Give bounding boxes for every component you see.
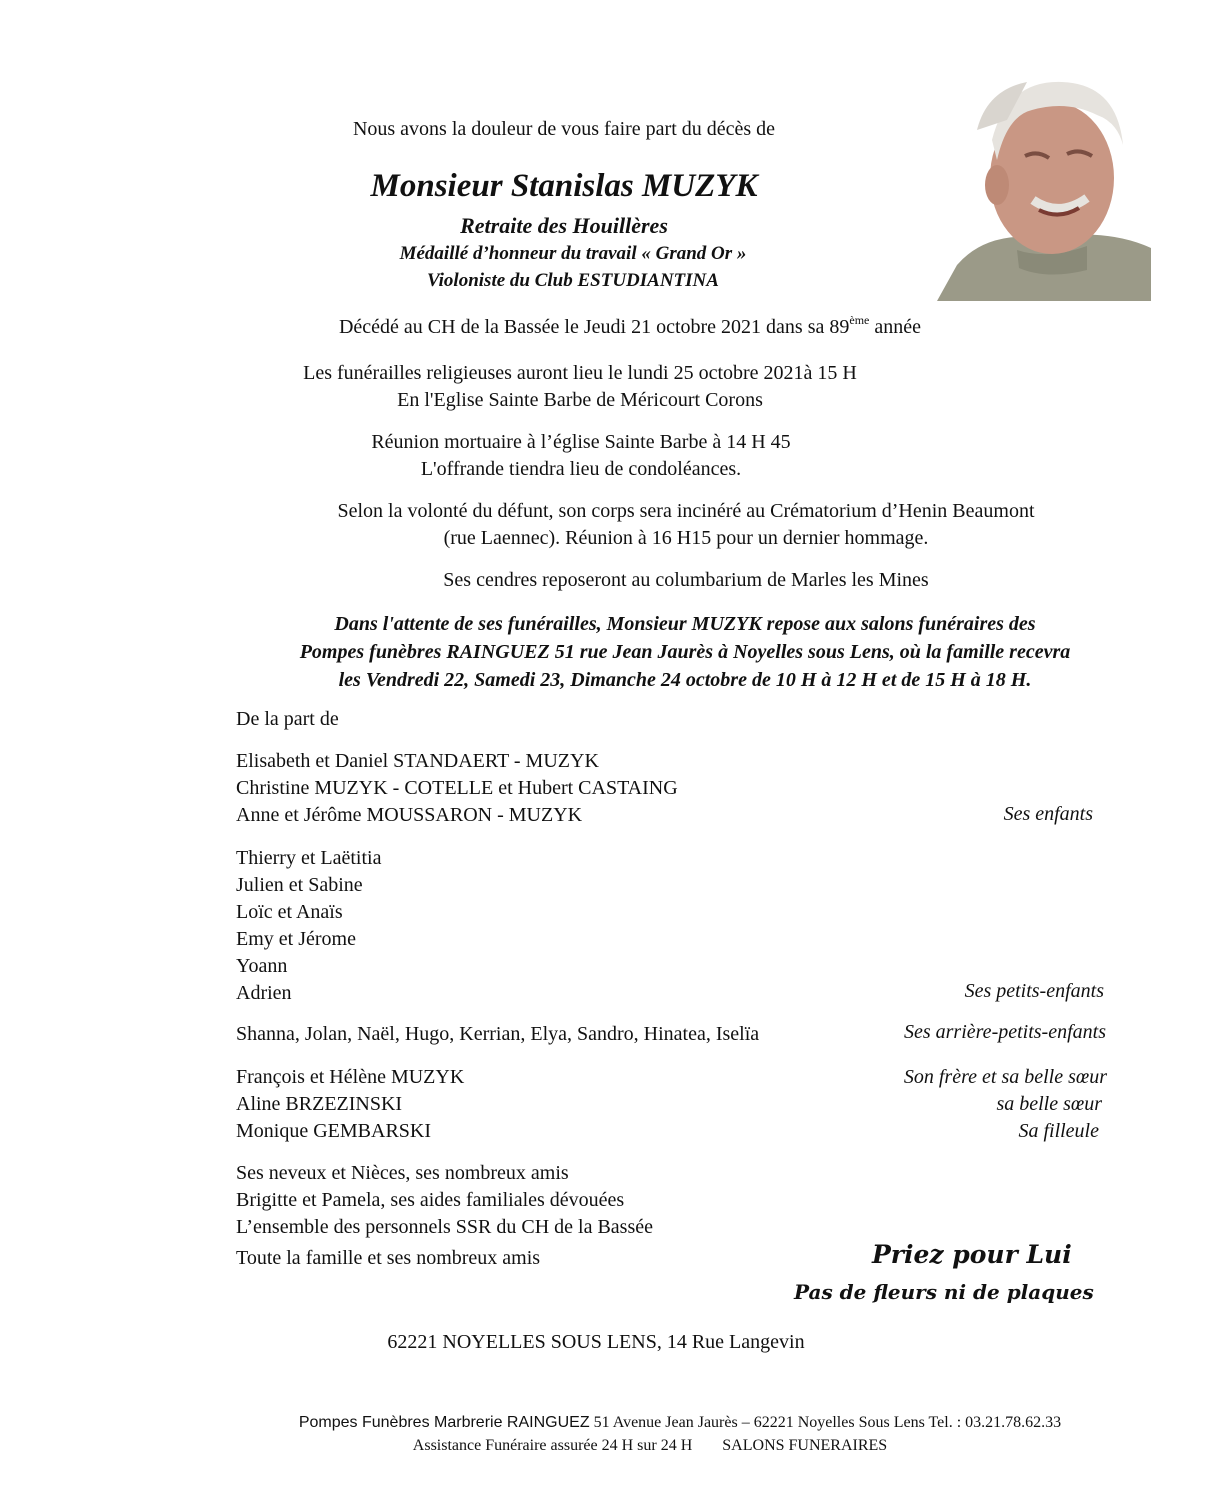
reposing-notice	[0, 610, 1214, 694]
deceased-title-2: Médaillé d’honneur du travail « Grand Or »	[399, 243, 747, 264]
others-line: Brigitte et Pamela, ses aides familiales dévouées	[236, 1189, 625, 1211]
cremation-line-1: Selon la volonté du défunt, son corps sera incinéré au Crématorium d’Henin Beaumont	[337, 500, 1035, 522]
prayer-line: Priez pour Lui	[872, 1240, 1072, 1269]
footer-line-2	[0, 1437, 1214, 1455]
cremation-line-2: (rue Laennec). Réunion à 16 H15 pour un dernier hommage.	[443, 527, 929, 549]
cremation-block	[0, 498, 1214, 552]
deceased-title-3: Violoniste du Club ESTUDIANTINA	[427, 270, 719, 291]
grandchild-name: Julien et Sabine	[236, 874, 363, 896]
others-list	[236, 1160, 653, 1241]
death-text: Décédé au CH de la Bassée le Jeudi 21 octobre 2021 dans sa 89	[338, 316, 850, 338]
from-label: De la part de	[236, 708, 339, 730]
address-line: 62221 NOYELLES SOUS LENS, 14 Rue Langevin	[387, 1331, 805, 1353]
meeting-line-1: Réunion mortuaire à l’église Sainte Barbe à 14 H 45	[371, 431, 791, 453]
sibling-role: Son frère et sa belle sœur	[903, 1066, 1107, 1088]
footer-salons: SALONS FUNERAIRES	[722, 1437, 888, 1454]
grandchild-name: Loïc et Anaïs	[236, 901, 343, 923]
others-line: L’ensemble des personnels SSR du CH de la Bassée	[236, 1216, 653, 1238]
death-end: année	[869, 316, 922, 338]
sibling-role: Sa filleule	[1018, 1120, 1099, 1142]
child-name: Elisabeth et Daniel STANDAERT - MUZYK	[236, 750, 599, 772]
child-name: Anne et Jérôme MOUSSARON - MUZYK	[236, 804, 583, 826]
others-line: Ses neveux et Nièces, ses nombreux amis	[236, 1162, 569, 1184]
footer-line-1	[0, 1414, 1214, 1432]
great-grandchildren-role: Ses arrière-petits-enfants	[903, 1021, 1106, 1043]
deceased-title-1: Retraite des Houillères	[460, 213, 668, 238]
sibling-name: Monique GEMBARSKI	[236, 1120, 432, 1142]
funeral-block	[0, 360, 1160, 414]
footer-brand: Pompes Funèbres Marbrerie RAINGUEZ	[298, 1414, 590, 1431]
deceased-name: Monsieur Stanislas MUZYK	[370, 168, 758, 204]
grandchildren-list	[236, 845, 381, 1007]
meeting-block	[0, 429, 1162, 483]
grandchild-name: Thierry et Laëtitia	[236, 847, 382, 869]
death-line	[0, 313, 1214, 339]
family-line: Toute la famille et ses nombreux amis	[236, 1247, 541, 1269]
intro-text: Nous avons la douleur de vous faire part du décès de	[352, 118, 776, 140]
sibling-name: Aline BRZEZINSKI	[236, 1093, 403, 1115]
children-list	[236, 748, 678, 829]
meeting-line-2: L'offrande tiendra lieu de condoléances.	[420, 458, 742, 480]
siblings-roles	[820, 1064, 1107, 1145]
great-grandchildren-names: Shanna, Jolan, Naël, Hugo, Kerrian, Elya, Sandro, Hinatea, Iselïa	[236, 1023, 760, 1045]
no-flowers-line: Pas de fleurs ni de plaques	[794, 1280, 1094, 1304]
death-ordinal: ème	[849, 313, 870, 327]
grandchild-name: Yoann	[236, 955, 288, 977]
grandchild-name: Adrien	[236, 982, 292, 1004]
funeral-line-2: En l'Eglise Sainte Barbe de Méricourt Corons	[397, 389, 763, 411]
reposing-line-2: Pompes funèbres RAINGUEZ 51 rue Jean Jaurès à Noyelles sous Lens, où la famille recevra	[299, 641, 1071, 663]
reposing-line-1: Dans l'attente de ses funérailles, Monsieur MUZYK repose aux salons funéraires des	[334, 613, 1036, 635]
grandchild-name: Emy et Jérome	[236, 928, 356, 950]
footer-assistance: Assistance Funéraire assurée 24 H sur 24 H	[412, 1437, 693, 1454]
child-name: Christine MUZYK - COTELLE et Hubert CASTAING	[236, 777, 678, 799]
sibling-role: sa belle sœur	[996, 1093, 1102, 1115]
children-role: Ses enfants	[1003, 803, 1093, 825]
funeral-line-1: Les funérailles religieuses auront lieu le lundi 25 octobre 2021à 15 H	[303, 362, 857, 384]
ashes-line: Ses cendres reposeront au columbarium de Marles les Mines	[443, 569, 929, 591]
footer-contact: 51 Avenue Jean Jaurès – 62221 Noyelles Sous Lens Tel. : 03.21.78.62.33	[589, 1414, 1062, 1431]
siblings-list	[236, 1064, 464, 1145]
reposing-line-3: les Vendredi 22, Samedi 23, Dimanche 24 octobre de 10 H à 12 H et de 15 H à 18 H.	[338, 669, 1032, 691]
sibling-name: François et Hélène MUZYK	[236, 1066, 465, 1088]
grandchildren-role: Ses petits-enfants	[964, 980, 1104, 1002]
